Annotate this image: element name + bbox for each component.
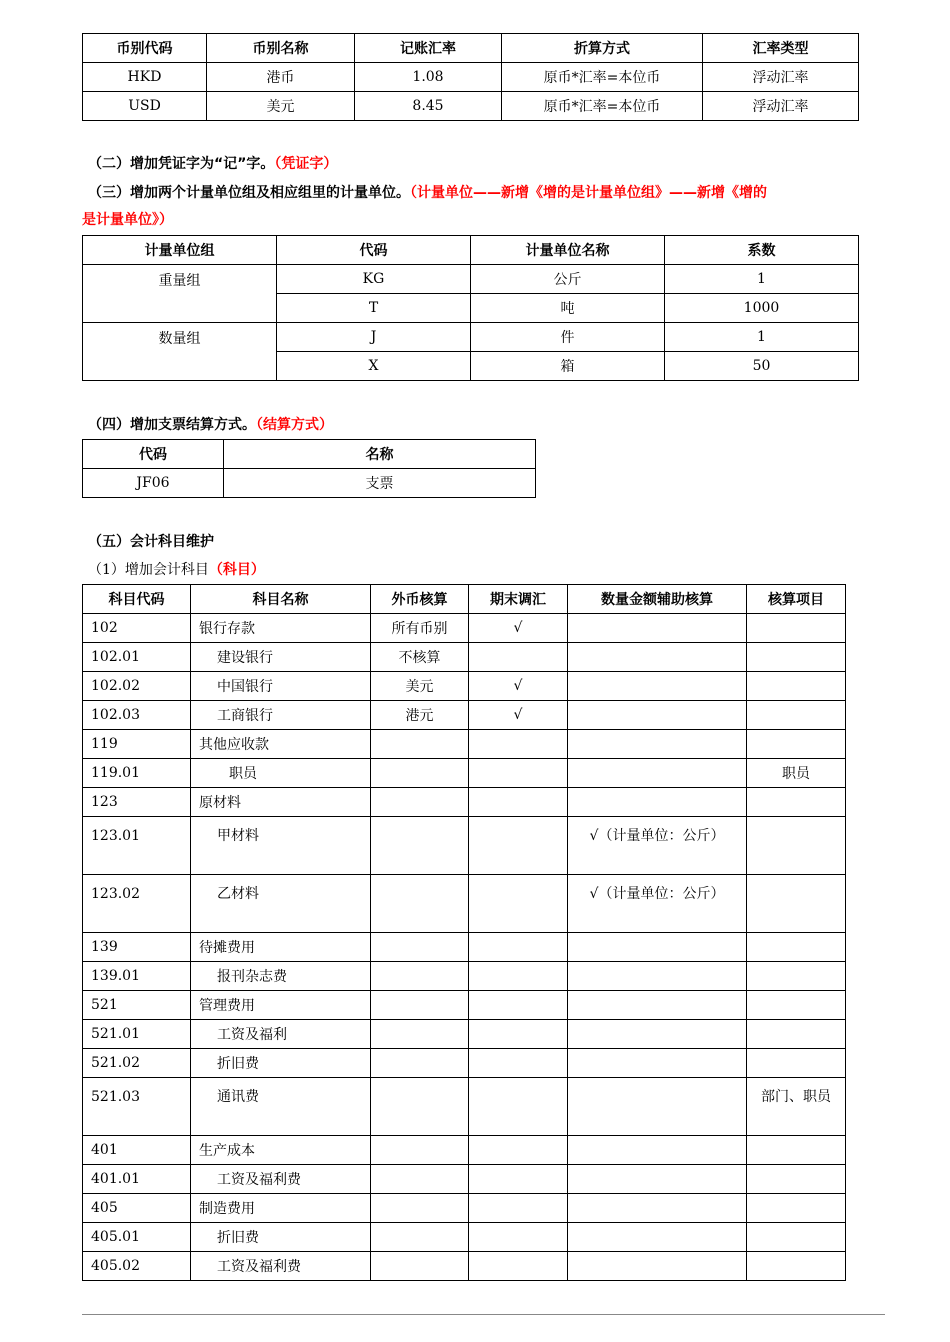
- period-end-adjust: √: [469, 672, 568, 701]
- section-2-text: （二）增加凭证字为“记”字。: [88, 156, 275, 172]
- quantity-aux: [568, 1165, 747, 1194]
- account-name: 银行存款: [191, 614, 371, 643]
- account-name: 工资及福利: [191, 1020, 371, 1049]
- table-row: [83, 643, 846, 672]
- account-name: 职员: [191, 759, 371, 788]
- foreign-currency: [371, 1049, 469, 1078]
- quantity-aux: [568, 1194, 747, 1223]
- unit-name: 吨: [471, 294, 665, 323]
- period-end-adjust: [469, 1078, 568, 1136]
- account-code: 123.02: [83, 875, 191, 933]
- account-name: 通讯费: [191, 1078, 371, 1136]
- accounting-item: [747, 1252, 846, 1281]
- foreign-currency: 所有币别: [371, 614, 469, 643]
- account-code: 405.02: [83, 1252, 191, 1281]
- section-4-text: （四）增加支票结算方式。: [88, 417, 256, 433]
- account-name: 待摊费用: [191, 933, 371, 962]
- unit-name: 箱: [471, 352, 665, 381]
- account-code: 102.02: [83, 672, 191, 701]
- col-header: 币别名称: [207, 34, 355, 63]
- account-name: 生产成本: [191, 1136, 371, 1165]
- unit-name: 公斤: [471, 265, 665, 294]
- table-row: [83, 614, 846, 643]
- subsection-1-heading: [88, 560, 265, 580]
- table-row: [83, 991, 846, 1020]
- exchange-rate: 1.08: [355, 63, 502, 92]
- accounting-item: [747, 1049, 846, 1078]
- account-code: 401.01: [83, 1165, 191, 1194]
- accounting-item: [747, 1136, 846, 1165]
- table-row: [83, 1136, 846, 1165]
- table-row: [83, 730, 846, 759]
- account-name: 工资及福利费: [191, 1252, 371, 1281]
- account-code: 139: [83, 933, 191, 962]
- period-end-adjust: [469, 1049, 568, 1078]
- foreign-currency: [371, 962, 469, 991]
- period-end-adjust: [469, 1194, 568, 1223]
- section-3-heading: [88, 179, 888, 207]
- quantity-aux: [568, 614, 747, 643]
- account-name: 折旧费: [191, 1223, 371, 1252]
- account-code: 405.01: [83, 1223, 191, 1252]
- foreign-currency: [371, 817, 469, 875]
- settlement-code: JF06: [83, 469, 224, 498]
- period-end-adjust: [469, 759, 568, 788]
- col-header: 折算方式: [502, 34, 703, 63]
- conversion-method: 原币*汇率=本位币: [502, 92, 703, 121]
- unit-group-name: 重量组: [83, 265, 277, 323]
- account-code: 123: [83, 788, 191, 817]
- section-3-text: （三）增加两个计量单位组及相应组里的计量单位。: [88, 185, 410, 201]
- quantity-aux: [568, 1223, 747, 1252]
- section-5-heading: （五）会计科目维护: [88, 534, 214, 550]
- foreign-currency: 港元: [371, 701, 469, 730]
- foreign-currency: [371, 1194, 469, 1223]
- period-end-adjust: [469, 817, 568, 875]
- accounting-item: [747, 614, 846, 643]
- accounting-item: [747, 817, 846, 875]
- accounting-item: [747, 991, 846, 1020]
- foreign-currency: [371, 991, 469, 1020]
- table-row: [83, 962, 846, 991]
- section-3-note-line1: （计量单位——新增《增的是计量单位组》——新增《增的: [410, 185, 767, 201]
- section-2-note: （凭证字）: [274, 156, 338, 172]
- quantity-aux: [568, 730, 747, 759]
- table-row: [83, 323, 859, 352]
- col-header: 期末调汇: [469, 585, 568, 614]
- foreign-currency: [371, 1223, 469, 1252]
- period-end-adjust: [469, 643, 568, 672]
- foreign-currency: [371, 788, 469, 817]
- col-header: 外币核算: [371, 585, 469, 614]
- rate-type: 浮动汇率: [703, 92, 859, 121]
- account-code: 102: [83, 614, 191, 643]
- accounting-item: [747, 643, 846, 672]
- currency-code: HKD: [83, 63, 207, 92]
- col-header: 数量金额辅助核算: [568, 585, 747, 614]
- foreign-currency: [371, 1020, 469, 1049]
- table-row: [83, 672, 846, 701]
- section-4-heading: [88, 411, 333, 439]
- table-row: [83, 701, 846, 730]
- account-name: 报刊杂志费: [191, 962, 371, 991]
- foreign-currency: [371, 759, 469, 788]
- period-end-adjust: [469, 991, 568, 1020]
- table-row: [83, 788, 846, 817]
- table-row: [83, 1078, 846, 1136]
- section-4-note: （结算方式）: [256, 417, 333, 433]
- period-end-adjust: √: [469, 701, 568, 730]
- quantity-aux: [568, 1078, 747, 1136]
- period-end-adjust: [469, 1252, 568, 1281]
- accounting-item: [747, 1194, 846, 1223]
- account-name: 工资及福利费: [191, 1165, 371, 1194]
- account-name: 制造费用: [191, 1194, 371, 1223]
- subsection-1-text: （1）增加会计科目: [88, 562, 209, 578]
- account-code: 139.01: [83, 962, 191, 991]
- accounting-item: [747, 1223, 846, 1252]
- account-code: 119: [83, 730, 191, 759]
- subsection-1-note: （科目）: [208, 562, 265, 578]
- col-header: 代码: [277, 236, 471, 265]
- table-row: [83, 1165, 846, 1194]
- foreign-currency: [371, 1252, 469, 1281]
- account-code: 405: [83, 1194, 191, 1223]
- period-end-adjust: [469, 1223, 568, 1252]
- table-row: [83, 92, 859, 121]
- account-name: 建设银行: [191, 643, 371, 672]
- table-row: [83, 817, 846, 875]
- col-header: 代码: [83, 440, 224, 469]
- foreign-currency: [371, 1136, 469, 1165]
- foreign-currency: [371, 933, 469, 962]
- foreign-currency: [371, 875, 469, 933]
- quantity-aux: [568, 1252, 747, 1281]
- quantity-aux: [568, 962, 747, 991]
- account-table: [82, 584, 846, 1281]
- account-code: 102.03: [83, 701, 191, 730]
- quantity-aux: [568, 991, 747, 1020]
- foreign-currency: 美元: [371, 672, 469, 701]
- table-row: [83, 265, 859, 294]
- quantity-aux: √（计量单位：公斤）: [568, 817, 747, 875]
- quantity-aux: [568, 1049, 747, 1078]
- col-header: 科目名称: [191, 585, 371, 614]
- accounting-item: [747, 1165, 846, 1194]
- table-row: [83, 933, 846, 962]
- account-code: 123.01: [83, 817, 191, 875]
- table-row: [83, 1020, 846, 1049]
- period-end-adjust: [469, 933, 568, 962]
- quantity-aux: [568, 788, 747, 817]
- settlement-name: 支票: [224, 469, 536, 498]
- table-row: [83, 759, 846, 788]
- period-end-adjust: √: [469, 614, 568, 643]
- table-row: [83, 1252, 846, 1281]
- accounting-item: [747, 672, 846, 701]
- accounting-item: [747, 1020, 846, 1049]
- foreign-currency: [371, 1165, 469, 1194]
- account-code: 521.03: [83, 1078, 191, 1136]
- col-header: 系数: [665, 236, 859, 265]
- footer-divider: [82, 1314, 885, 1315]
- account-name: 折旧费: [191, 1049, 371, 1078]
- account-code: 521: [83, 991, 191, 1020]
- col-header: 币别代码: [83, 34, 207, 63]
- period-end-adjust: [469, 1136, 568, 1165]
- accounting-item: 部门、职员: [747, 1078, 846, 1136]
- account-name: 其他应收款: [191, 730, 371, 759]
- unit-name: 件: [471, 323, 665, 352]
- unit-code: X: [277, 352, 471, 381]
- accounting-item: [747, 933, 846, 962]
- account-code: 521.02: [83, 1049, 191, 1078]
- settlement-table: [82, 439, 536, 498]
- table-row: [83, 1223, 846, 1252]
- currency-name: 港币: [207, 63, 355, 92]
- table-row: [83, 63, 859, 92]
- section-2-heading: [88, 150, 337, 178]
- conversion-method: 原币*汇率=本位币: [502, 63, 703, 92]
- col-header: 汇率类型: [703, 34, 859, 63]
- quantity-aux: [568, 643, 747, 672]
- table-row: [83, 1049, 846, 1078]
- rate-type: 浮动汇率: [703, 63, 859, 92]
- period-end-adjust: [469, 1020, 568, 1049]
- foreign-currency: 不核算: [371, 643, 469, 672]
- quantity-aux: [568, 701, 747, 730]
- accounting-item: [747, 730, 846, 759]
- col-header: 名称: [224, 440, 536, 469]
- unit-factor: 50: [665, 352, 859, 381]
- account-name: 原材料: [191, 788, 371, 817]
- account-name: 工商银行: [191, 701, 371, 730]
- quantity-aux: [568, 759, 747, 788]
- foreign-currency: [371, 730, 469, 759]
- currency-table: [82, 33, 859, 121]
- unit-code: KG: [277, 265, 471, 294]
- accounting-item: 职员: [747, 759, 846, 788]
- period-end-adjust: [469, 875, 568, 933]
- col-header: 计量单位名称: [471, 236, 665, 265]
- col-header: 计量单位组: [83, 236, 277, 265]
- period-end-adjust: [469, 962, 568, 991]
- unit-group-name: 数量组: [83, 323, 277, 381]
- section-3-note-line2: 是计量单位》）: [82, 212, 173, 228]
- account-name: 中国银行: [191, 672, 371, 701]
- unit-factor: 1: [665, 323, 859, 352]
- account-name: 乙材料: [191, 875, 371, 933]
- exchange-rate: 8.45: [355, 92, 502, 121]
- unit-factor: 1: [665, 265, 859, 294]
- accounting-item: [747, 875, 846, 933]
- quantity-aux: [568, 933, 747, 962]
- currency-code: USD: [83, 92, 207, 121]
- period-end-adjust: [469, 1165, 568, 1194]
- quantity-aux: [568, 672, 747, 701]
- foreign-currency: [371, 1078, 469, 1136]
- period-end-adjust: [469, 788, 568, 817]
- col-header: 核算项目: [747, 585, 846, 614]
- accounting-item: [747, 962, 846, 991]
- account-code: 401: [83, 1136, 191, 1165]
- table-row: [83, 469, 536, 498]
- account-code: 102.01: [83, 643, 191, 672]
- accounting-item: [747, 788, 846, 817]
- table-row: [83, 1194, 846, 1223]
- table-row: [83, 875, 846, 933]
- col-header: 科目代码: [83, 585, 191, 614]
- quantity-aux: [568, 1020, 747, 1049]
- account-name: 甲材料: [191, 817, 371, 875]
- quantity-aux: [568, 1136, 747, 1165]
- unit-table: [82, 235, 859, 381]
- unit-factor: 1000: [665, 294, 859, 323]
- unit-code: T: [277, 294, 471, 323]
- account-code: 521.01: [83, 1020, 191, 1049]
- accounting-item: [747, 701, 846, 730]
- period-end-adjust: [469, 730, 568, 759]
- account-name: 管理费用: [191, 991, 371, 1020]
- unit-code: J: [277, 323, 471, 352]
- col-header: 记账汇率: [355, 34, 502, 63]
- currency-name: 美元: [207, 92, 355, 121]
- account-code: 119.01: [83, 759, 191, 788]
- quantity-aux: √（计量单位：公斤）: [568, 875, 747, 933]
